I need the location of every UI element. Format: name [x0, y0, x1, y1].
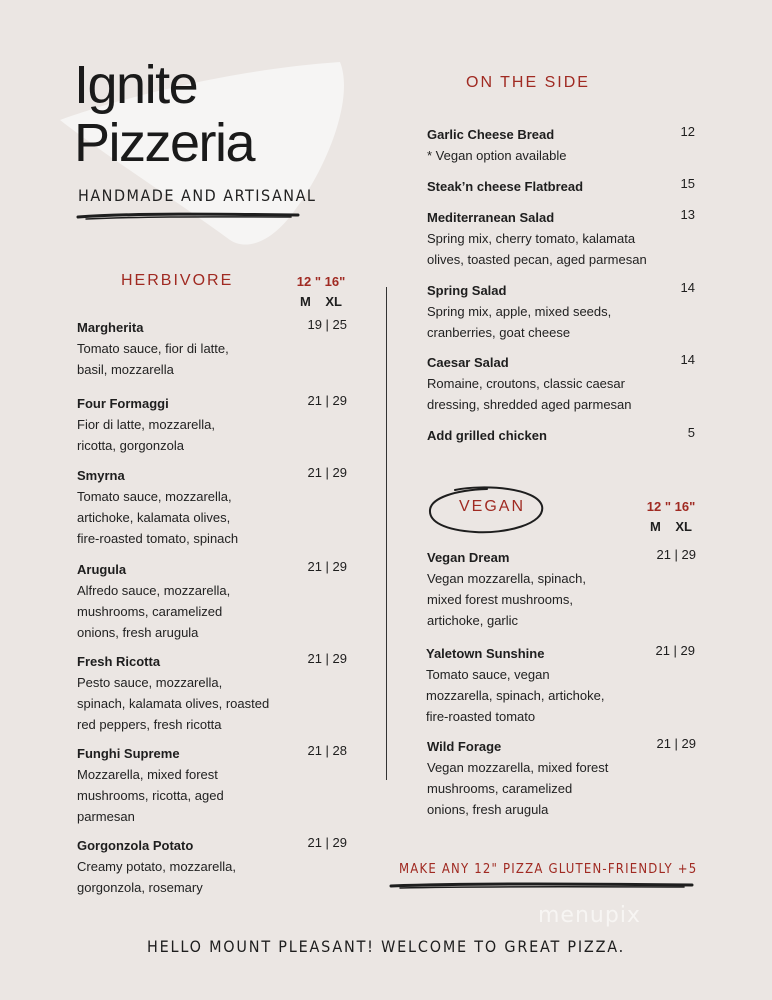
item-desc: Alfredo sauce, mozzarella, — [77, 583, 231, 598]
item-desc: fire-roasted tomato — [426, 709, 536, 724]
item-desc: mozzarella, spinach, artichoke, — [426, 688, 605, 703]
item-name: Arugula — [77, 562, 127, 577]
vegan-heading: VEGAN — [459, 498, 526, 515]
item-price: 21 | 29 — [656, 736, 696, 751]
menu-item-mediterranean-salad — [427, 207, 647, 270]
item-desc: Fior di latte, mozzarella, — [77, 417, 215, 432]
label-small: M — [300, 294, 311, 309]
menu-item-wild-forage — [427, 736, 608, 820]
item-desc: basil, mozzarella — [77, 362, 174, 377]
item-name: Margherita — [77, 320, 144, 335]
item-desc: * Vegan option available — [427, 148, 567, 163]
item-name: Mediterranean Salad — [427, 210, 555, 225]
item-name: Spring Salad — [427, 283, 507, 298]
menupix-watermark: menupix — [538, 903, 641, 928]
item-desc: olives, toasted pecan, aged parmesan — [427, 252, 647, 267]
item-desc: Vegan mozzarella, spinach, — [427, 571, 586, 586]
item-price: 19 | 25 — [307, 317, 347, 332]
gluten-friendly-note: MAKE ANY 12" PIZZA GLUTEN-FRIENDLY +5 — [399, 862, 698, 877]
item-price: 21 | 29 — [307, 835, 347, 850]
item-desc: artichoke, garlic — [427, 613, 519, 628]
menu-item-funghi-supreme — [77, 743, 224, 827]
item-desc: parmesan — [77, 809, 135, 824]
herbivore-heading: HERBIVORE — [121, 272, 234, 289]
item-desc: mixed forest mushrooms, — [427, 592, 573, 607]
menu-item-arugula — [77, 559, 230, 643]
footer-slogan: HELLO MOUNT PLEASANT! WELCOME TO GREAT PIZZA. — [147, 937, 625, 956]
menu-item-add-grilled-chicken — [427, 425, 547, 446]
menu-item-spring-salad — [427, 280, 611, 343]
label-large: XL — [325, 294, 342, 309]
item-price: 21 | 29 — [656, 547, 696, 562]
item-price: 21 | 29 — [307, 393, 347, 408]
item-name: Smyrna — [77, 468, 125, 483]
item-price: 12 — [680, 124, 695, 139]
item-desc: red peppers, fresh ricotta — [77, 717, 222, 732]
item-desc: fire-roasted tomato, spinach — [77, 531, 239, 546]
item-desc: Tomato sauce, vegan — [426, 667, 550, 682]
item-name: Vegan Dream — [427, 550, 510, 565]
item-desc: onions, fresh arugula — [77, 625, 199, 640]
menu-item-fresh-ricotta — [77, 651, 269, 735]
item-price: 14 — [680, 280, 695, 295]
item-desc: Spring mix, cherry tomato, kalamata — [427, 231, 636, 246]
item-name: Steak’n cheese Flatbread — [427, 179, 584, 194]
menu-item-vegan-dream — [427, 547, 586, 631]
item-price: 21 | 29 — [307, 559, 347, 574]
item-desc: Tomato sauce, mozzarella, — [77, 489, 232, 504]
size-large: 16" — [324, 274, 346, 289]
menu-item-four-formaggi — [77, 393, 215, 456]
item-desc: Spring mix, apple, mixed seeds, — [427, 304, 612, 319]
item-name: Caesar Salad — [427, 355, 509, 370]
item-desc: Pesto sauce, mozzarella, — [77, 675, 223, 690]
vegan-size-header — [641, 497, 701, 537]
item-name: Gorgonzola Potato — [77, 838, 194, 853]
size-large: 16" — [674, 499, 696, 514]
item-desc: Mozzarella, mixed forest — [77, 767, 218, 782]
item-price: 21 | 28 — [307, 743, 347, 758]
item-price: 14 — [680, 352, 695, 367]
item-name: Fresh Ricotta — [77, 654, 161, 669]
item-desc: ricotta, gorgonzola — [77, 438, 184, 453]
item-desc: gorgonzola, rosemary — [77, 880, 203, 895]
item-name: Add grilled chicken — [427, 428, 547, 443]
item-desc: mushrooms, ricotta, aged — [77, 788, 224, 803]
item-desc: Vegan mozzarella, mixed forest — [427, 760, 609, 775]
menu-item-caesar-salad — [427, 352, 632, 415]
menu-item-gorgonzola-potato — [77, 835, 236, 898]
item-desc: Creamy potato, mozzarella, — [77, 859, 236, 874]
item-price: 21 | 29 — [307, 465, 347, 480]
item-name: Four Formaggi — [77, 396, 169, 411]
size-small: 12 " — [296, 274, 321, 289]
item-name: Yaletown Sunshine — [426, 646, 545, 661]
item-desc: onions, fresh arugula — [427, 802, 549, 817]
item-price: 21 | 29 — [655, 643, 695, 658]
tagline-underline — [76, 210, 301, 222]
column-divider — [386, 287, 387, 780]
label-small: M — [650, 519, 661, 534]
item-price: 13 — [680, 207, 695, 222]
tagline: HANDMADE AND ARTISANAL — [78, 186, 317, 205]
item-desc: cranberries, goat cheese — [427, 325, 571, 340]
item-desc: dressing, shredded aged parmesan — [427, 397, 632, 412]
label-large: XL — [675, 519, 692, 534]
title-line-1: Ignite — [74, 55, 198, 115]
menu-item-steak-flatbread — [427, 176, 583, 197]
menu-item-margherita — [77, 317, 229, 380]
herbivore-size-header — [291, 272, 351, 312]
size-small: 12 " — [646, 499, 671, 514]
item-desc: mushrooms, caramelized — [427, 781, 573, 796]
item-price: 15 — [680, 176, 695, 191]
item-desc: Tomato sauce, fior di latte, — [77, 341, 229, 356]
item-desc: Romaine, croutons, classic caesar — [427, 376, 625, 391]
side-heading: ON THE SIDE — [466, 74, 590, 91]
item-name: Funghi Supreme — [77, 746, 180, 761]
item-price: 21 | 29 — [307, 651, 347, 666]
item-desc: mushrooms, caramelized — [77, 604, 223, 619]
item-name: Wild Forage — [427, 739, 502, 754]
menu-item-garlic-cheese-bread — [427, 124, 567, 166]
restaurant-title — [74, 56, 254, 172]
menu-item-yaletown-sunshine — [426, 643, 604, 727]
item-price: 5 — [687, 425, 695, 440]
item-desc: spinach, kalamata olives, roasted — [77, 696, 270, 711]
item-name: Garlic Cheese Bread — [427, 127, 555, 142]
title-line-2: Pizzeria — [74, 113, 255, 173]
item-desc: artichoke, kalamata olives, — [77, 510, 231, 525]
menu-item-smyrna — [77, 465, 238, 549]
note-underline — [388, 880, 696, 892]
